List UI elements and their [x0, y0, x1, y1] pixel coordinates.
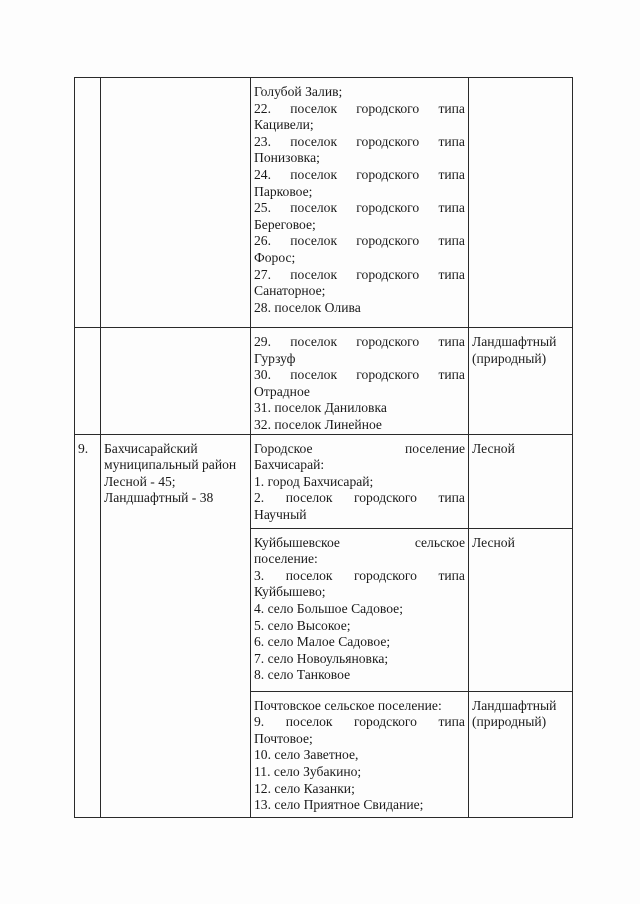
line-word: поселок: [285, 567, 333, 583]
line-word: поселок: [290, 334, 338, 349]
justified-line: [254, 568, 465, 585]
line-word: городского: [354, 567, 417, 583]
settlement-lines: [254, 535, 465, 684]
line-word: поселок: [290, 367, 338, 383]
text-line: 11. село Зубакино;: [254, 763, 362, 779]
justified-line: [254, 367, 465, 384]
justified-line: [254, 714, 465, 731]
text-line: 12. село Казанки;: [254, 780, 355, 796]
line-word: поселение: [404, 440, 465, 456]
line-word: 27.: [254, 266, 271, 282]
table-row: [75, 78, 573, 328]
line-word: 23.: [254, 133, 271, 149]
line-word: поселок: [290, 266, 338, 282]
type-cell: [469, 78, 573, 328]
line-word: 26.: [254, 233, 271, 249]
text-line: Лесной - 45;: [104, 473, 176, 489]
text-line: Лесной: [472, 534, 515, 550]
text-line: Бахчисарайский: [104, 440, 198, 456]
line-word: поселок: [285, 714, 333, 730]
line-word: поселок: [290, 200, 338, 216]
text-line: Голубой Залив;: [254, 84, 343, 99]
text-line: (природный): [472, 714, 547, 730]
text-line: 28. поселок Олива: [254, 299, 361, 315]
table-row: [75, 434, 573, 528]
line-word: городского: [356, 200, 420, 216]
text-line: 1. город Бахчисарай;: [254, 473, 374, 489]
justified-line: [254, 233, 465, 250]
justified-line: [254, 134, 465, 151]
text-line: Почтовое;: [254, 730, 313, 746]
row-number-cell: [75, 328, 101, 435]
text-line: 6. село Малое Садовое;: [254, 634, 391, 650]
district-lines: [104, 441, 247, 507]
text-line: Ландшафтный - 38: [104, 490, 214, 506]
type-cell: [469, 691, 573, 817]
line-word: городского: [354, 490, 417, 506]
text-line: 13. село Приятное Свидание;: [254, 797, 424, 813]
justified-line: [254, 490, 465, 507]
text-line: Отрадное: [254, 383, 310, 399]
line-word: типа: [438, 233, 465, 249]
text-line: Кацивели;: [254, 117, 314, 133]
justified-line: [254, 167, 465, 184]
line-word: типа: [438, 133, 465, 149]
type-lines: [472, 535, 569, 552]
text-line: 31. поселок Даниловка: [254, 400, 387, 416]
settlements-cell: [251, 434, 469, 528]
justified-line: [254, 267, 465, 284]
text-line: Парковое;: [254, 183, 313, 199]
line-word: типа: [438, 266, 465, 282]
line-word: городского: [354, 714, 417, 730]
line-word: городского: [356, 133, 420, 149]
type-lines: [472, 698, 569, 731]
text-line: Понизовка;: [254, 150, 320, 166]
line-word: 29.: [254, 334, 271, 349]
line-word: Куйбышевское: [254, 534, 340, 550]
text-line: Почтовское сельское поселение:: [254, 697, 442, 713]
text-line: Ландшафтный: [472, 697, 557, 713]
line-word: типа: [438, 334, 465, 349]
text-line: 32. поселок Линейное: [254, 416, 382, 432]
row-number-cell: 9.: [75, 434, 101, 817]
text-line: Санаторное;: [254, 283, 326, 299]
district-cell: [101, 78, 251, 328]
line-word: 25.: [254, 200, 271, 216]
line-word: сельское: [414, 534, 465, 550]
text-line: Бахчисарай:: [254, 457, 325, 473]
line-word: городского: [356, 334, 420, 349]
text-line: 5. село Высокое;: [254, 617, 351, 633]
text-line: 8. село Танковое: [254, 667, 351, 683]
district-cell: [101, 328, 251, 435]
settlement-lines: [254, 334, 465, 434]
type-lines: [472, 441, 569, 458]
text-line: Научный: [254, 506, 307, 522]
settlements-cell: [251, 328, 469, 435]
line-word: поселок: [290, 100, 338, 116]
settlements-cell: [251, 691, 469, 817]
text-line: 10. село Заветное,: [254, 747, 359, 763]
line-word: Городское: [254, 440, 313, 456]
settlements-cell: [251, 528, 469, 691]
text-line: 7. село Новоульяновка;: [254, 650, 389, 666]
line-word: городского: [356, 166, 420, 182]
line-word: городского: [356, 100, 420, 116]
line-word: типа: [438, 367, 465, 383]
line-word: поселок: [290, 133, 338, 149]
text-line: Куйбышево;: [254, 584, 326, 600]
text-line: поселение:: [254, 551, 318, 567]
table-row: [75, 328, 573, 435]
type-cell: [469, 434, 573, 528]
type-cell: [469, 328, 573, 435]
text-line: Форос;: [254, 249, 296, 265]
text-line: Гурзуф: [254, 350, 296, 366]
line-word: типа: [438, 567, 465, 583]
settlement-lines: [254, 698, 465, 814]
line-word: 3.: [254, 567, 265, 583]
text-line: муниципальный район: [104, 457, 237, 473]
justified-line: [254, 441, 465, 458]
settlement-lines: [254, 441, 465, 524]
line-word: типа: [438, 200, 465, 216]
text-line: Береговое;: [254, 216, 316, 232]
text-line: (природный): [472, 350, 547, 366]
line-word: поселок: [285, 490, 333, 506]
line-word: поселок: [290, 233, 338, 249]
justified-line: [254, 101, 465, 118]
line-word: городского: [356, 266, 420, 282]
settlement-lines: [254, 84, 465, 316]
type-cell: [469, 528, 573, 691]
text-line: Лесной: [472, 440, 515, 456]
line-word: 2.: [254, 490, 265, 506]
line-word: типа: [438, 100, 465, 116]
text-line: 4. село Большое Садовое;: [254, 600, 403, 616]
text-line: Ландшафтный: [472, 334, 557, 349]
line-word: городского: [356, 367, 420, 383]
line-word: поселок: [290, 166, 338, 182]
line-word: типа: [438, 714, 465, 730]
line-word: 22.: [254, 100, 271, 116]
settlements-cell: [251, 78, 469, 328]
settlements-table: [74, 77, 573, 818]
justified-line: [254, 535, 465, 552]
line-word: 30.: [254, 367, 271, 383]
district-cell: [101, 434, 251, 817]
justified-line: [254, 200, 465, 217]
row-number-cell: [75, 78, 101, 328]
line-word: 24.: [254, 166, 271, 182]
line-word: 9.: [254, 714, 265, 730]
justified-line: [254, 334, 465, 351]
line-word: типа: [438, 490, 465, 506]
type-lines: [472, 334, 569, 367]
line-word: городского: [356, 233, 420, 249]
line-word: типа: [438, 166, 465, 182]
